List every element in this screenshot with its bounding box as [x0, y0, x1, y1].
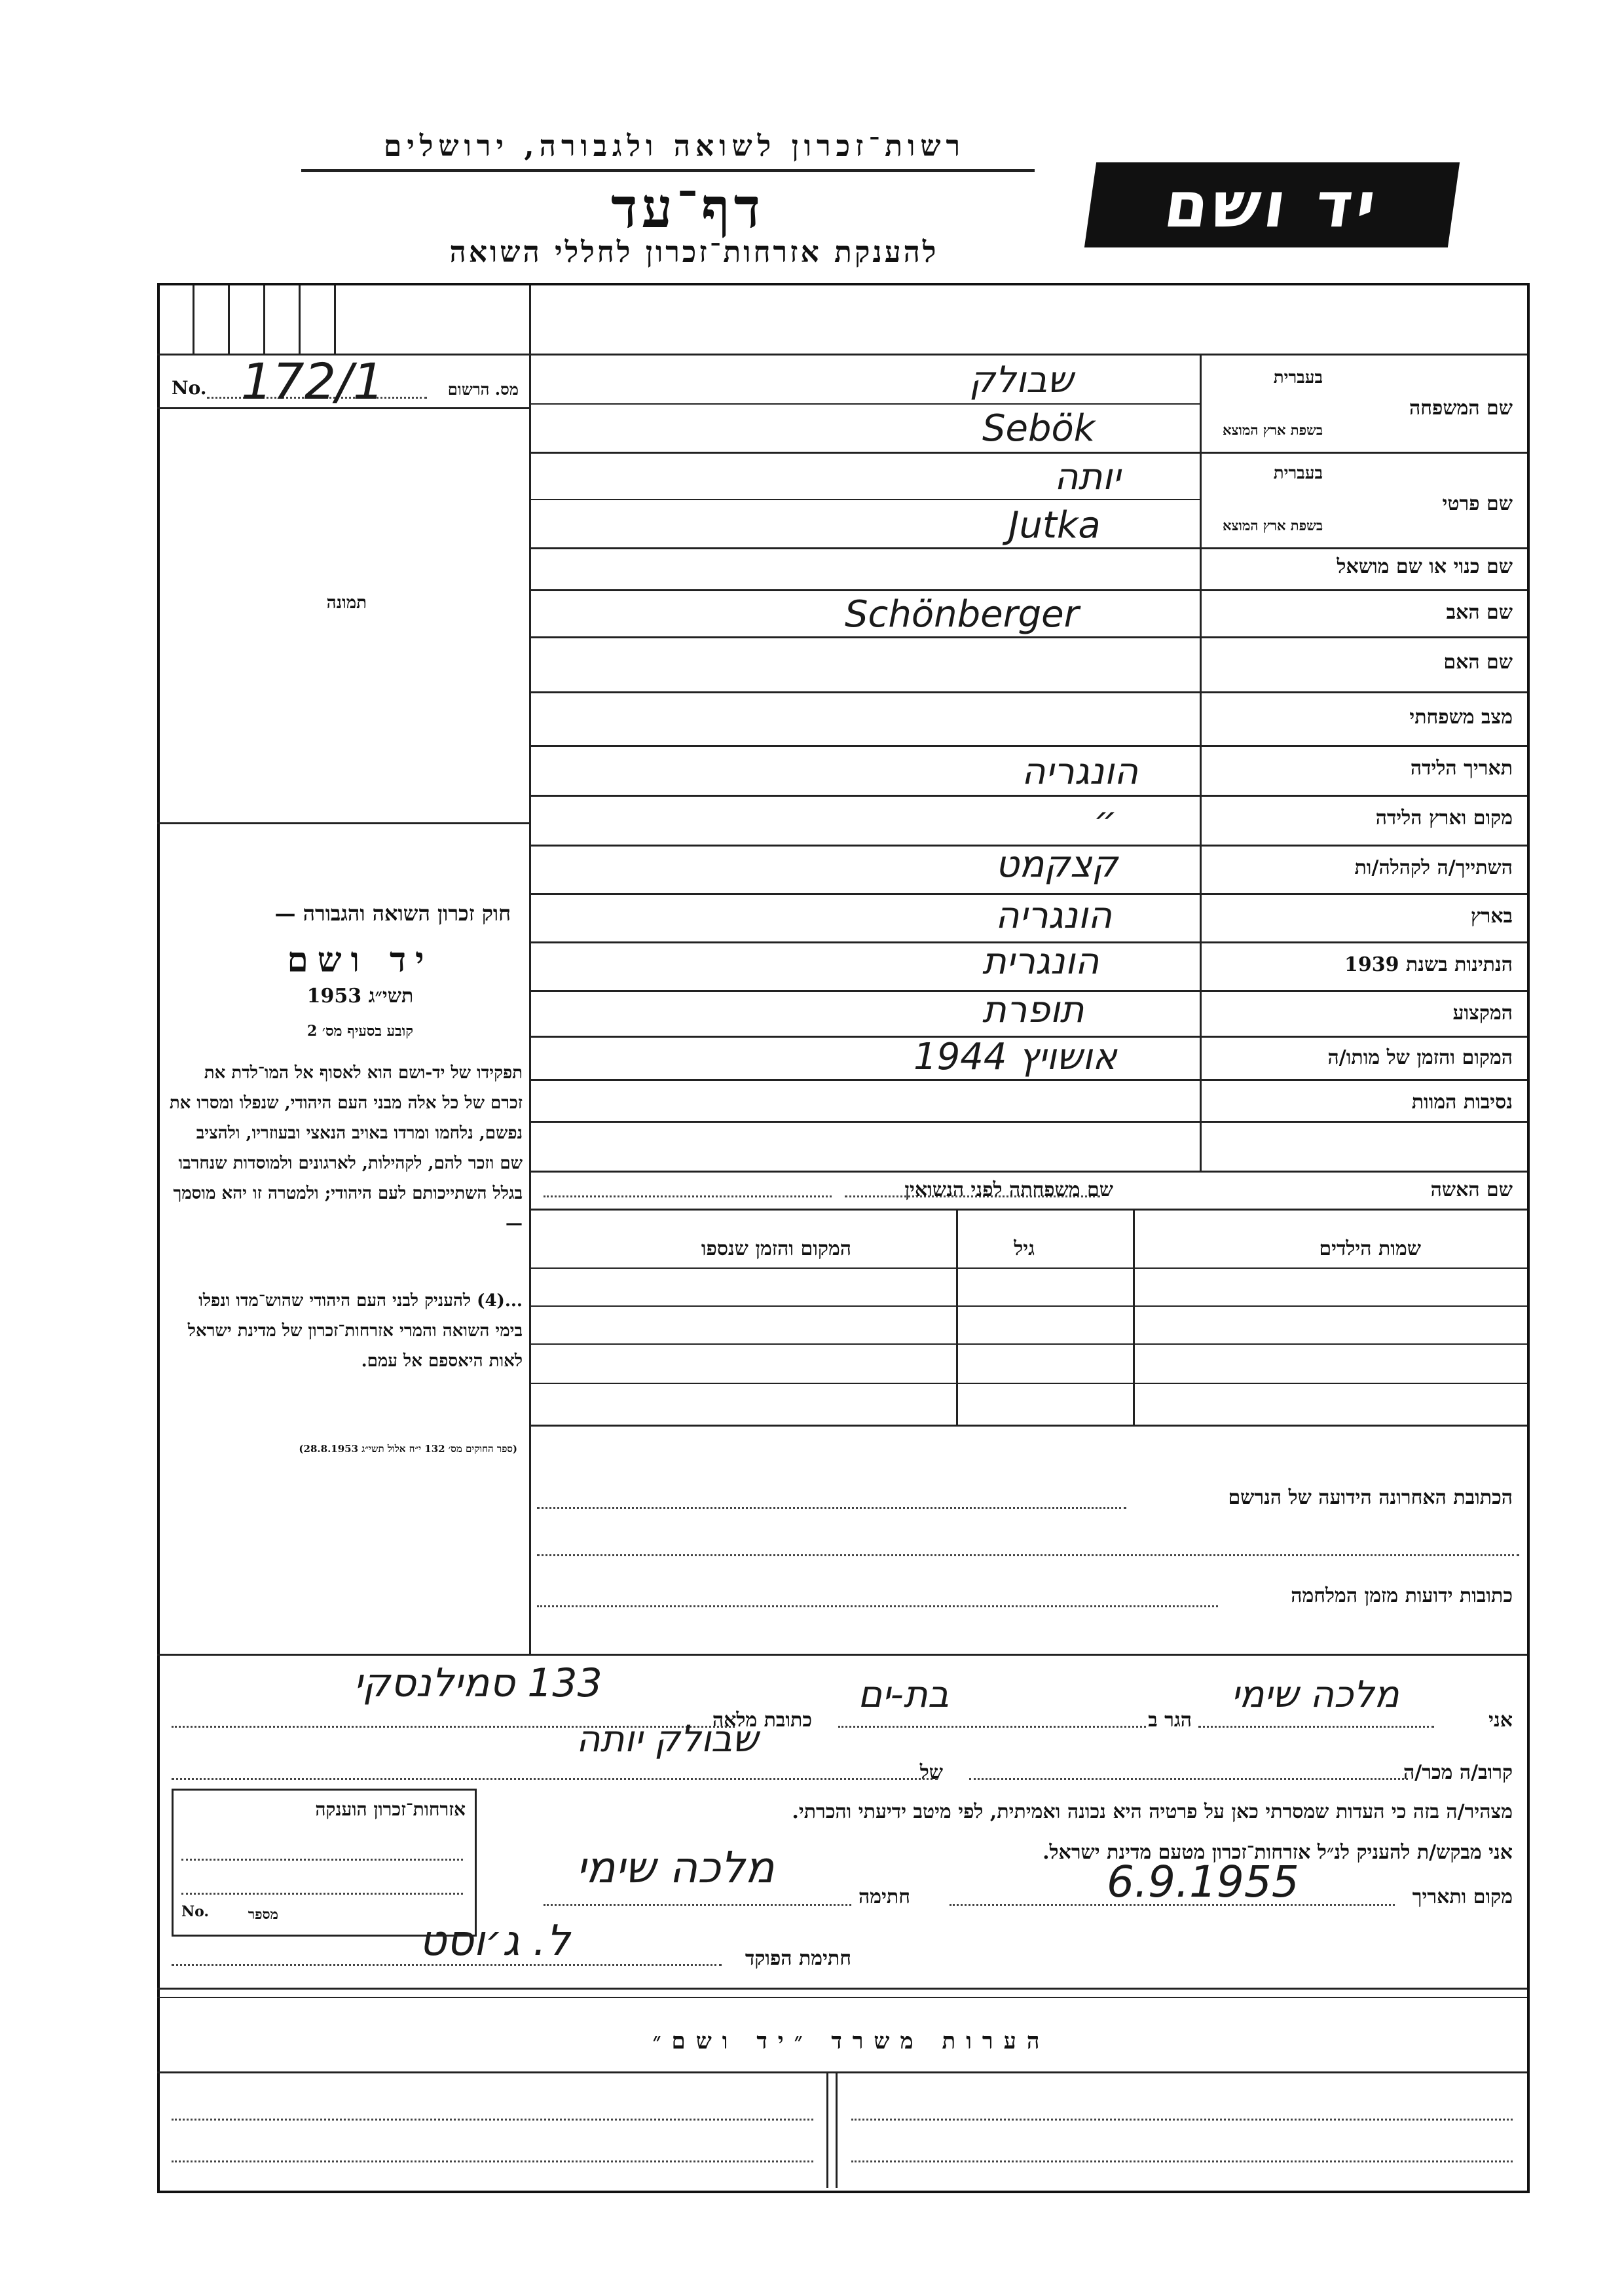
- citizenship-granted-title: אזרחות־זכרון הוענקה: [315, 1798, 466, 1820]
- declarant-i-label: אני: [1488, 1709, 1513, 1732]
- country-value: הונגריה: [995, 894, 1113, 937]
- mother-name-label: שם האם: [1443, 651, 1513, 674]
- law-citation: (ספר החוקים מס׳ 132 י״ח אלול תשי״ג 28.8.1953): [299, 1443, 517, 1455]
- office-notes-title: הערות משרד ״יד ושם״: [652, 2028, 1050, 2054]
- community-value: קצקמט: [995, 843, 1118, 886]
- nickname-label: שם כנוי או שם מושאל: [1337, 555, 1513, 578]
- family-name-he-value: שבולק: [969, 359, 1073, 401]
- law-clause: קובע בסעיף מס׳ 2: [306, 1023, 414, 1040]
- yad-vashem-logo: [1084, 162, 1460, 247]
- officer-signature: ל. ג׳וסט: [419, 1917, 570, 1965]
- signature-label: חתימה: [858, 1886, 910, 1908]
- declarant-address: 133 סמילנסקי: [354, 1660, 602, 1706]
- declarant-name: מלכה שימי: [1231, 1673, 1399, 1716]
- full-address-label: כתובת מלאה: [712, 1709, 812, 1732]
- relative-label: קרוב/ה מכר/ה: [1403, 1761, 1513, 1784]
- last-address-label: הכתובת האחרונה הידועה של הנרשם: [1228, 1486, 1513, 1509]
- family-name-sub-local: בשפת ארץ המוצא: [1223, 422, 1323, 438]
- registration-label-he: מס. הרשום: [447, 380, 519, 399]
- profession-label: המקצוע: [1452, 1002, 1513, 1025]
- form-title: דף־עד: [610, 175, 764, 240]
- declarant-city: בת-ים: [858, 1673, 950, 1716]
- law-title: חוק זכרון השואה והגבורה —: [274, 901, 511, 926]
- first-name-label: שם פרטי: [1442, 492, 1513, 515]
- declaration-date: 6.9.1955: [1107, 1857, 1299, 1907]
- maiden-name-label: שם משפחתה לפני הנשואין: [904, 1178, 1113, 1201]
- form-subtitle: להענקת אזרחות־זכרון לחללי השואה: [449, 236, 939, 269]
- children-age-header: גיל: [1014, 1237, 1035, 1260]
- war-address-label: כתובות ידועות מזמן המלחמה: [1291, 1584, 1513, 1607]
- birth-place-label: מקום וארץ הלידה: [1375, 807, 1513, 829]
- declaration-statement: מצהיר/ה בזה כי העדות שמסרתי כאן על פרטיה היא נכונה ואמיתית, לפי מיטב ידיעתי והכרתי.: [792, 1800, 1513, 1823]
- of-label: של: [919, 1761, 943, 1784]
- family-name-label: שם המשפחה: [1409, 397, 1513, 420]
- children-death-header: המקום והזמן שנספו: [701, 1237, 851, 1260]
- law-name: יד ושם: [287, 940, 434, 980]
- birth-date-label: תאריך הלידה: [1410, 757, 1513, 780]
- citizenship-1939-value: הונגרית: [982, 940, 1099, 983]
- first-name-sub-he: בעברית: [1273, 464, 1323, 483]
- death-place-time-value: אושויץ 1944: [913, 1036, 1117, 1078]
- declarant-signature: מלכה שימי: [576, 1842, 775, 1893]
- photo-label: תמונה: [326, 593, 367, 613]
- citizenship-1939-label: הנתינות בשנת 1939: [1344, 953, 1513, 976]
- birth-place-value: ״: [1094, 799, 1118, 841]
- law-clause-4: ...(4) להעניק לבני העם היהודי שהוש־מדו ונפלו בימי השואה והמרי אזרחות־זכרון של מדינת ישראל לאות היאספם אל עמם.: [187, 1291, 523, 1371]
- citizenship-number-he: מספר: [248, 1906, 278, 1922]
- registration-number: 172/1: [241, 352, 385, 410]
- country-label: בארץ: [1470, 905, 1513, 928]
- law-body: תפקידו של יד-ושם הוא לאסוף אל המו־לדת את זכרם של כל אלה מבני העם היהודי, שנפלו ומסרו את נפשם, נלחמו ומרדו באויב הנאצי ובעוזריו, ולהציב שם וזכר להם, לקהילות, לארגונים ולמוסדות שנחרבו בגלל השתייכותם לעם היהודי; ולמטרה זו יהא מוסמך —: [169, 1063, 523, 1233]
- family-name-local-value: Sebök: [982, 407, 1096, 450]
- logo-text: יד ושם: [1160, 168, 1384, 242]
- authority-line: רשות־זכרון לשואה ולגבורה, ירושלים: [383, 130, 966, 163]
- children-names-header: שמות הילדים: [1319, 1237, 1421, 1260]
- death-circumstances-label: נסיבות המוות: [1411, 1091, 1513, 1114]
- death-place-time-label: המקום והזמן של מותו/ה: [1327, 1046, 1513, 1069]
- citizenship-number-en: No.: [181, 1903, 210, 1920]
- first-name-sub-local: בשפת ארץ המוצא: [1223, 517, 1323, 534]
- family-name-sub-he: בעברית: [1273, 368, 1323, 388]
- first-name-local-value: Jutka: [1008, 504, 1101, 547]
- birth-date-value: הונגריה: [1022, 750, 1139, 793]
- wife-name-label: שם האשה: [1430, 1178, 1513, 1201]
- father-name-label: שם האב: [1446, 601, 1513, 624]
- declaration-request: אני מבקש/ת להעניק לנ״ל אזרחות־זכרון מטעם מדינת ישראל.: [1043, 1841, 1513, 1864]
- marital-status-label: מצב משפחתי: [1409, 706, 1513, 729]
- officer-signature-label: חתימת הפוקד: [745, 1947, 851, 1970]
- law-year: תשי״ג 1953: [306, 985, 414, 1008]
- father-name-value: Schönberger: [845, 593, 1079, 636]
- profession-value: תופרת: [982, 989, 1084, 1031]
- place-date-label: מקום ותאריך: [1412, 1886, 1513, 1908]
- resides-label: הגר ב: [1148, 1709, 1192, 1732]
- registration-label-en: No.: [172, 377, 207, 399]
- first-name-he-value: יותה: [1054, 456, 1121, 498]
- citizenship-granted-box: [172, 1789, 477, 1937]
- relative-of-name: שבולק יותה: [576, 1718, 758, 1760]
- community-label: השתייך/ה לקהלה/ות: [1354, 856, 1513, 879]
